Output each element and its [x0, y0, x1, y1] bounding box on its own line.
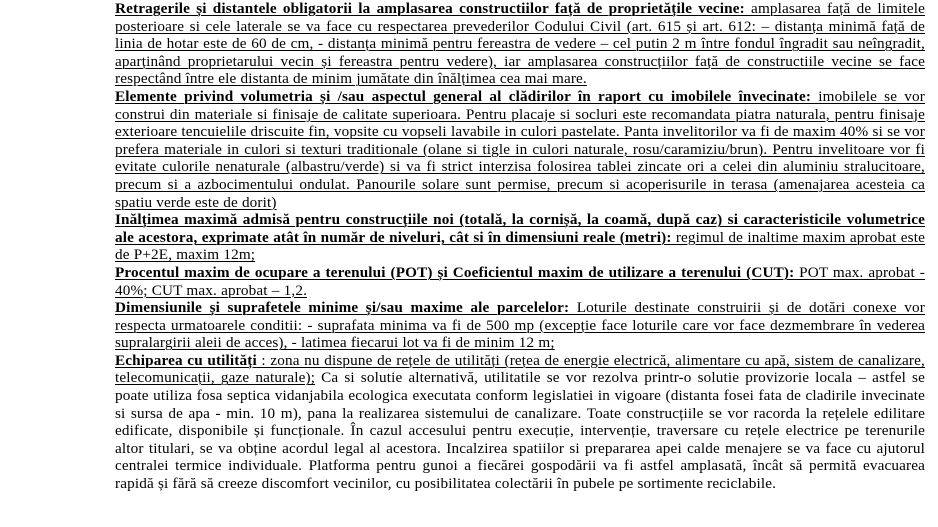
paragraph-text-volumetrie: imobilele se vor construi din materiale si finisaje de calitate superioara. Pentru placaje si socluri este recomandata piatra naturala, pentru finisaje exterioare tencuielile driscuite fin, vopsite cu vopseli lavabile in culori pastelate. Panta invelitorilor va fi de maxim 40% si se vor prefera materiale in culori si texturi traditionale (olane si tigle in culori naturale, rosu/caramiziu/brun). Pentru invelitoare vor fi evitate culorile nenaturale (albastru/verde) si va fi strict interzisa folosirea tablei zincate ori a celei din aluminiu stralucitoare, precum si a azbocimentului ondulat. Panourile solare sunt permise, precum si acoperisurile in terasa (amenajarea acesteia ca spatiu verde este de dorit) [115, 87, 925, 211]
paragraph-heading-pot-cut: Procentul maxim de ocupare a terenului (POT) și Coeficientul maxim de utilizare a terenului (CUT): [115, 263, 795, 281]
paragraph-volumetrie [115, 88, 925, 211]
paragraph-text-inaltime: regimul de inaltime maxim aprobat este de P+2E, maxim 12m; [115, 228, 926, 264]
paragraph-heading-utilitati: Echiparea cu utilități [115, 351, 257, 369]
paragraph-text-retrageri: amplasarea față de limitele posterioare si cele laterale se va face cu respectarea prevederilor Codului Civil (art. 615 și art. 612: – distanța minimă față de linia de hotar este de 60 de cm, - distanța minimă pentru fereastra de vedere – cel putin 2 m între fondul îngradit sau neîngradit, aparținând proprietarului vecin și fereastra pentru vedere), iar amplasarea construcțiilor față de constructiile vecine se face respectând între ele distanta de minim jumătate din înălțimea cea mai mare. [115, 0, 925, 88]
paragraph-text-utilitati: Ca si solutie alternativă, utilitatile se vor rezolva printr-o solutie provizorie locala – astfel se poate utiliza fosa septica vidanjabila ecologica executata conform legislatiei in vigoare (distanta fosei fata de cladirile invecinate si sursa de apa - min. 10 m), pana la realizarea sistemului de canalizare. Toate construcțiile se vor racorda la rețelele edilitare edificate, disponibile și funcționale. În cazul accesului pentru execuție, intervenție, traversare cu rețele electrice pe terenurile altor titulari, se va obține acordul legal al acestora. Incalzirea spatiilor si prepararea apei calde menajere se va face cu ajutorul centralei termice individuale. Platforma pentru gunoi a fiecărei gospodării va fi astfel amplasată, încât să permită evacuarea rapidă și fără să creeze discomfort vecinilor, cu posibilitatea colectării în pubele pe sortimente reciclabile. [115, 369, 925, 493]
paragraph-heading-suffix-utilitati: : zona nu dispune de rețele de utilități (rețea de energie electrică, alimentare cu apă, sistem de canalizare, telecomunicații, gaze naturale); [115, 351, 925, 387]
paragraph-text-dimensiuni: Loturile destinate construirii și de dotări conexe vor respecta urmatoarele conditii: - suprafata minima va fi de 500 mp (excepție face loturile care vor face dezmembrare în vederea supralargirii aleii de acces), - latimea fiecarui lot va fi de minim 12 m; [115, 299, 925, 352]
paragraph-inaltime [115, 211, 925, 264]
document-body [115, 0, 925, 493]
paragraph-utilitati [115, 352, 925, 493]
paragraph-dimensiuni [115, 299, 925, 352]
paragraph-heading-volumetrie: Elemente privind volumetria și /sau aspectul general al clădirilor în raport cu imobilele învecinate: [115, 87, 812, 105]
paragraph-retrageri [115, 0, 925, 88]
paragraph-heading-retrageri: Retragerile și distantele obligatorii la amplasarea constructiilor față de proprietățile vecine: [115, 0, 745, 17]
paragraph-heading-inaltime: Inălțimea maximă admisă pentru construcțiile noi (totală, la cornișă, la coamă, după caz) si caracteristicile volumetrice ale acestora, exprimate atât în număr de niveluri, cât si în dimensiuni reale (metri): [115, 211, 925, 246]
paragraph-pot-cut [115, 264, 925, 299]
paragraph-heading-dimensiuni: Dimensiunile și suprafetele minime și/sau maxime ale parcelelor: [115, 299, 570, 317]
paragraph-text-pot-cut: POT max. aprobat - 40%; CUT max. aprobat – 1,2. [115, 263, 925, 299]
